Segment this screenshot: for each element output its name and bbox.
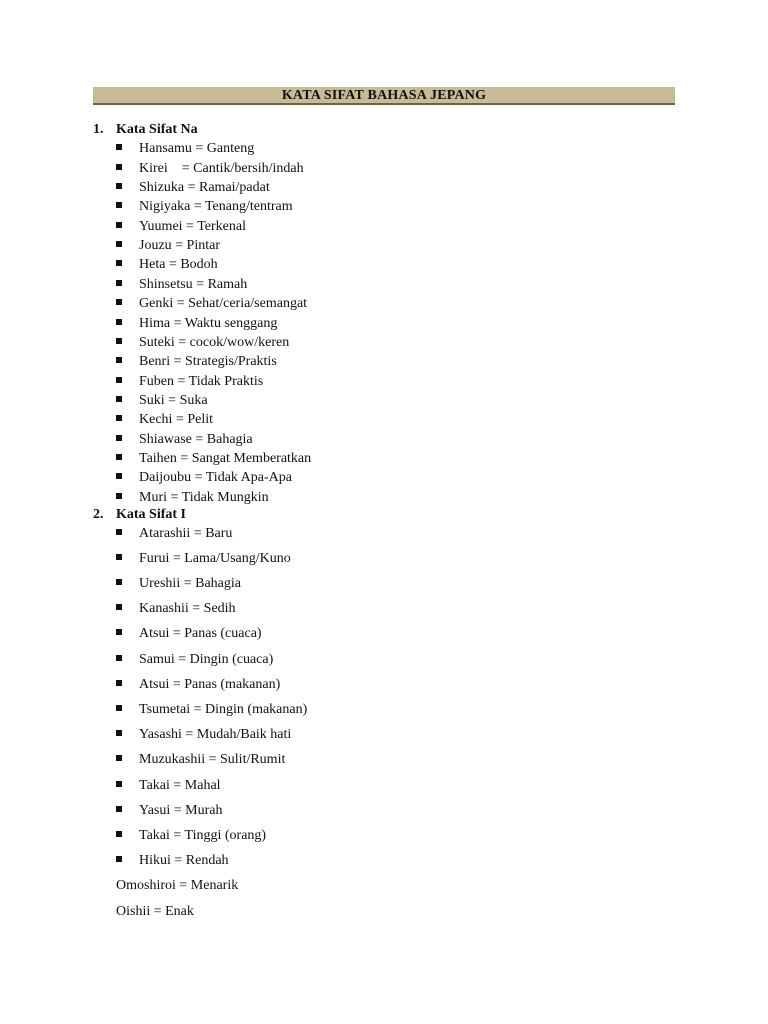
list-item: [116, 373, 263, 391]
square-bullet-icon: [116, 241, 122, 247]
square-bullet-icon: [116, 831, 122, 837]
square-bullet-icon: [116, 781, 122, 787]
list-item-text: Ureshii = Bahagia: [139, 575, 241, 591]
list-item-text: Atsui = Panas (makanan): [139, 676, 281, 692]
list-item-text: Genki = Sehat/ceria/semangat: [139, 296, 308, 312]
list-item-text: Atsui = Panas (cuaca): [139, 626, 262, 642]
list-item-text: Taihen = Sangat Memberatkan: [139, 450, 312, 466]
list-item: [116, 334, 289, 352]
list-item-text: Takai = Mahal: [139, 777, 221, 793]
list-item: [116, 802, 222, 820]
list-item-text: Kirei = Cantik/bersih/indah: [139, 160, 304, 176]
list-item: [116, 237, 220, 255]
square-bullet-icon: [116, 856, 122, 862]
list-item: [116, 276, 247, 294]
list-item-text: Kanashii = Sedih: [139, 601, 236, 617]
square-bullet-icon: [116, 222, 122, 228]
list-item: [116, 852, 229, 870]
list-item: [116, 160, 304, 178]
list-item-text: Suteki = cocok/wow/keren: [139, 334, 290, 350]
list-item: [116, 751, 285, 769]
section-title: Kata Sifat Na: [116, 122, 198, 137]
list-item: [116, 469, 292, 487]
list-item-text: Muzukashii = Sulit/Rumit: [139, 752, 286, 768]
square-bullet-icon: [116, 357, 122, 363]
list-item: [116, 353, 277, 371]
list-item-text: Shizuka = Ramai/padat: [139, 180, 270, 196]
list-item-text: Kechi = Pelit: [139, 412, 213, 428]
list-item: [116, 411, 213, 429]
list-item-text: Fuben = Tidak Praktis: [139, 373, 264, 389]
list-item: [116, 392, 208, 410]
list-item-text: Nigiyaka = Tenang/tentram: [139, 199, 293, 215]
square-bullet-icon: [116, 705, 122, 711]
square-bullet-icon: [116, 183, 122, 189]
section-heading: [93, 121, 198, 139]
list-item: [116, 701, 307, 719]
square-bullet-icon: [116, 260, 122, 266]
list-item-text: Hima = Waktu senggang: [139, 315, 278, 331]
square-bullet-icon: [116, 299, 122, 305]
square-bullet-icon: [116, 144, 122, 150]
list-item: [116, 726, 291, 744]
square-bullet-icon: [116, 454, 122, 460]
list-item: [116, 315, 277, 333]
list-item: [116, 625, 262, 643]
list-item-text: Yasui = Murah: [139, 802, 223, 818]
square-bullet-icon: [116, 680, 122, 686]
square-bullet-icon: [116, 338, 122, 344]
list-item-text: Yasashi = Mudah/Baik hati: [139, 727, 292, 743]
list-item-text: Takai = Tinggi (orang): [139, 827, 267, 843]
square-bullet-icon: [116, 529, 122, 535]
square-bullet-icon: [116, 554, 122, 560]
list-item: [116, 651, 273, 669]
list-item-text: Shiawase = Bahagia: [139, 431, 253, 447]
list-item: [116, 431, 253, 449]
list-item-text: Muri = Tidak Mungkin: [139, 489, 269, 505]
list-item-text: Suki = Suka: [139, 392, 208, 408]
section-heading: [93, 506, 186, 524]
section-number: 1.: [93, 122, 104, 137]
square-bullet-icon: [116, 629, 122, 635]
list-item-text: Samui = Dingin (cuaca): [139, 651, 274, 667]
list-item: [116, 827, 266, 845]
square-bullet-icon: [116, 806, 122, 812]
list-item-text: Shinsetsu = Ramah: [139, 276, 248, 292]
list-item-text: Daijoubu = Tidak Apa-Apa: [139, 470, 292, 486]
square-bullet-icon: [116, 280, 122, 286]
unbulleted-item: Oishii = Enak: [116, 903, 194, 919]
square-bullet-icon: [116, 473, 122, 479]
square-bullet-icon: [116, 435, 122, 441]
list-item-text: Hikui = Rendah: [139, 853, 229, 869]
list-item: [116, 198, 293, 216]
square-bullet-icon: [116, 730, 122, 736]
list-item: [116, 777, 221, 795]
list-item-text: Jouzu = Pintar: [139, 238, 220, 254]
list-item: [116, 489, 269, 507]
section-title: Kata Sifat I: [116, 507, 186, 522]
square-bullet-icon: [116, 604, 122, 610]
square-bullet-icon: [116, 396, 122, 402]
list-item-text: Hansamu = Ganteng: [139, 141, 255, 157]
document-title: KATA SIFAT BAHASA JEPANG: [93, 87, 675, 105]
section-number: 2.: [93, 507, 104, 522]
list-item-text: Benri = Strategis/Praktis: [139, 354, 277, 370]
square-bullet-icon: [116, 319, 122, 325]
square-bullet-icon: [116, 493, 122, 499]
list-item: [116, 676, 280, 694]
list-item: [116, 450, 311, 468]
list-item-text: Atarashii = Baru: [139, 525, 233, 541]
list-item: [116, 179, 270, 197]
list-item: [116, 600, 236, 618]
list-item-text: Tsumetai = Dingin (makanan): [139, 701, 308, 717]
list-item: [116, 140, 254, 158]
list-item-text: Heta = Bodoh: [139, 257, 218, 273]
list-item: [116, 575, 241, 593]
list-item: [116, 525, 232, 543]
square-bullet-icon: [116, 164, 122, 170]
square-bullet-icon: [116, 755, 122, 761]
list-item: [116, 218, 246, 236]
square-bullet-icon: [116, 655, 122, 661]
square-bullet-icon: [116, 377, 122, 383]
list-item-text: Furui = Lama/Usang/Kuno: [139, 550, 291, 566]
list-item: [116, 550, 291, 568]
list-item: [116, 295, 307, 313]
square-bullet-icon: [116, 202, 122, 208]
square-bullet-icon: [116, 415, 122, 421]
square-bullet-icon: [116, 579, 122, 585]
unbulleted-item: Omoshiroi = Menarik: [116, 878, 239, 894]
list-item: [116, 256, 218, 274]
list-item-text: Yuumei = Terkenal: [139, 218, 246, 234]
